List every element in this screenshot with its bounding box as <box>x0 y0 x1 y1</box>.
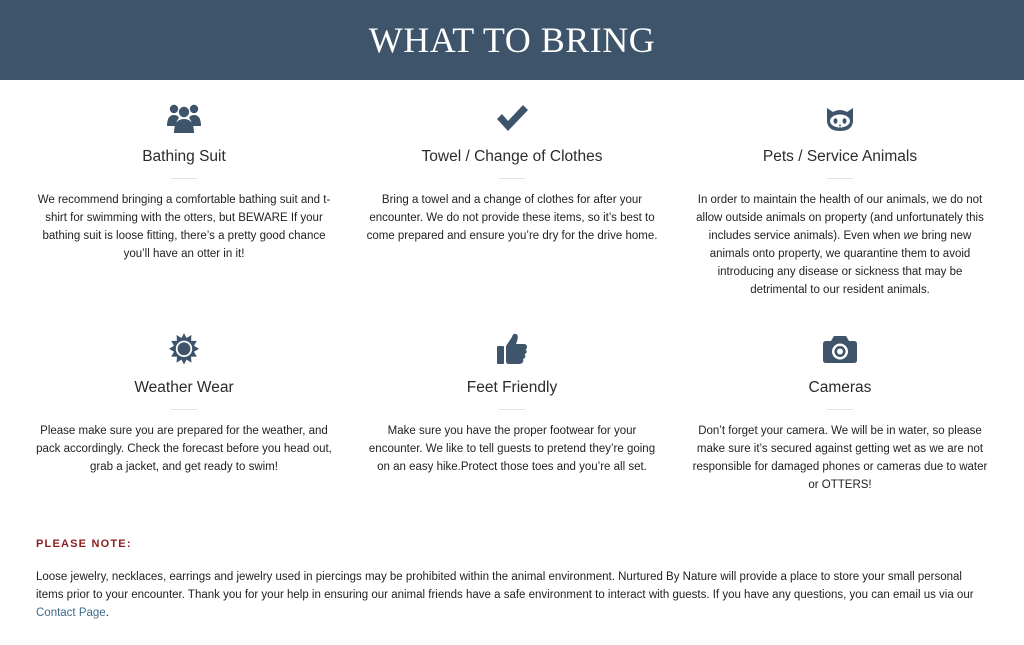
divider <box>499 178 525 179</box>
please-note-end: . <box>105 607 109 619</box>
sun-icon <box>164 329 204 369</box>
item-description-part: In order to maintain the health of our animals, we do not allow outside animals on property (and unfortunately this includes service animals). Even when <box>696 194 984 242</box>
item-weather-wear <box>20 329 348 494</box>
item-title: Cameras <box>808 379 872 396</box>
cat-face-icon <box>820 98 860 138</box>
camera-icon <box>820 329 860 369</box>
item-bathing-suit <box>20 98 348 299</box>
please-note-heading: PLEASE NOTE: <box>36 538 132 550</box>
what-to-bring-grid <box>0 80 1024 494</box>
item-title: Towel / Change of Clothes <box>421 148 603 165</box>
item-title: Feet Friendly <box>466 379 558 396</box>
item-title: Pets / Service Animals <box>762 148 918 165</box>
item-description <box>690 191 990 299</box>
page-banner <box>0 0 1024 80</box>
checkmark-icon <box>492 98 532 138</box>
item-description: We recommend bringing a comfortable bathing suit and t-shirt for swimming with the otters, but BEWARE If your bathing suit is loose fitting, there’s a pretty good chance you’ll have an otter in it! <box>37 194 331 260</box>
thumbs-up-icon <box>492 329 532 369</box>
divider <box>171 178 197 179</box>
item-title: Weather Wear <box>134 379 234 396</box>
item-feet-friendly <box>348 329 676 494</box>
item-description-part: bring new animals onto property, we quarantine them to avoid introducing any disease or sickness that may be detrimental to our resident animals. <box>709 230 972 296</box>
item-description-emphasis: we <box>903 230 919 242</box>
item-description: Don’t forget your camera. We will be in water, so please make sure it’s secured against getting wet as we are not responsible for damaged phones or cameras due to water or OTTERS! <box>692 425 988 491</box>
item-description: Make sure you have the proper footwear for your encounter. We like to tell guests to pretend they’re going on an easy hike.Protect those toes and you’re all set. <box>368 425 656 473</box>
divider <box>827 178 853 179</box>
item-cameras <box>676 329 1004 494</box>
please-note-body: Loose jewelry, necklaces, earrings and jewelry used in piercings may be prohibited within the animal environment. Nurtured By Nature will provide a place to store your small personal items prior to your encounter. Thank you for your help in ensuring our animal friends have a safe environment to interact with guests. If you have any questions, you can email us via our <box>36 571 974 601</box>
item-pets-service-animals <box>676 98 1004 299</box>
item-description: Please make sure you are prepared for the weather, and pack accordingly. Check the forecast before you head out, grab a jacket, and get ready to swim! <box>36 425 332 473</box>
please-note-section <box>0 538 1024 622</box>
item-towel-change-of-clothes <box>348 98 676 299</box>
divider <box>171 409 197 410</box>
contact-page-link[interactable]: Contact Page <box>36 607 106 619</box>
item-description: Bring a towel and a change of clothes for after your encounter. We do not provide these items, so it’s best to come prepared and ensure you’re dry for the drive home. <box>366 194 658 242</box>
users-icon <box>164 98 204 138</box>
item-title: Bathing Suit <box>142 148 226 165</box>
please-note-text <box>36 568 988 622</box>
divider <box>499 409 525 410</box>
divider <box>827 409 853 410</box>
page-title: WHAT TO BRING <box>368 20 656 60</box>
